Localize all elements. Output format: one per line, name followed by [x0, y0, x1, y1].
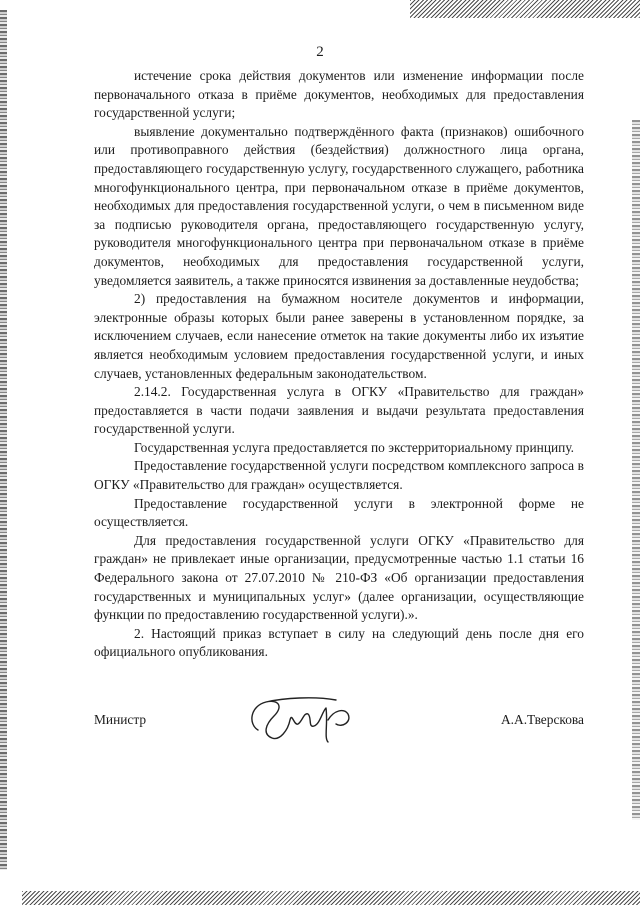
signatory-title: Министр — [94, 712, 147, 727]
paragraph-other-organizations: Для предоставления государственной услуги ОГКУ «Правительство для граждан» не привлекает иные организации, предусмотренные частью 1.1 статьи 16 Федерального закона от 27.07.2010 № 210-ФЗ «Об организации предоставления государственных и муниципальных услуг» (далее организации, осуществляющие функции по предоставлению государственной услуги).». — [94, 532, 584, 623]
signature-block — [94, 702, 584, 742]
paragraph-erroneous-action: выявление документально подтверждённого факта (признаков) ошибочного или противоправного действия (бездействия) должностного лица органа, предоставляющего государственную услугу, государственного служащего, работника многофункционального центра, при первоначальном отказе в приёме документов, необходимых для предоставления государственной услуги, о чем в письменном виде за подписью руководителя органа, предоставляющего государственную услугу, руководителя многофункционального центра при первоначальном отказе в приёме документов, необходимых для предоставления государственной услуги, уведомляется заявитель, а также приносятся извинения за доставленные неудобства; — [94, 123, 584, 288]
paragraph-effective-date: 2. Настоящий приказ вступает в силу на следующий день после дня его официального опубликования. — [94, 625, 584, 660]
scan-edge-top — [410, 0, 640, 18]
scan-edge-bottom — [22, 891, 640, 905]
scan-edge-right — [632, 120, 640, 820]
paragraph-exterritorial: Государственная услуга предоставляется по экстерриториальному принципу. — [134, 439, 575, 455]
handwritten-signature — [244, 694, 362, 746]
signatory-name: А.А.Тверскова — [501, 712, 584, 727]
paragraph-electronic-form: Предоставление государственной услуги в электронной форме не осуществляется. — [94, 495, 584, 530]
document-body — [94, 67, 584, 662]
paragraph-section-2-14-2: 2.14.2. Государственная услуга в ОГКУ «Правительство для граждан» предоставляется в части подачи заявления и выдачи результата предоставления государственной услуги. — [94, 384, 584, 437]
scan-edge-left — [0, 10, 7, 870]
paragraph-expired-documents: истечение срока действия документов или изменение информации после первоначального отказа в приёме документов, необходимых для предоставления государственной услуги; — [94, 68, 584, 121]
paragraph-paper-documents: 2) предоставления на бумажном носителе документов и информации, электронные образы которых были ранее заверены в установленном порядке, за исключением случаев, если нанесение отметок на такие документы либо их изъятие является необходимым условием предоставления государственной услуги, и иных случаев, установленных федеральным законодательством. — [94, 291, 584, 381]
page-number: 2 — [316, 44, 324, 60]
paragraph-complex-request: Предоставление государственной услуги посредством комплексного запроса в ОГКУ «Правительство для граждан» осуществляется. — [94, 458, 584, 493]
